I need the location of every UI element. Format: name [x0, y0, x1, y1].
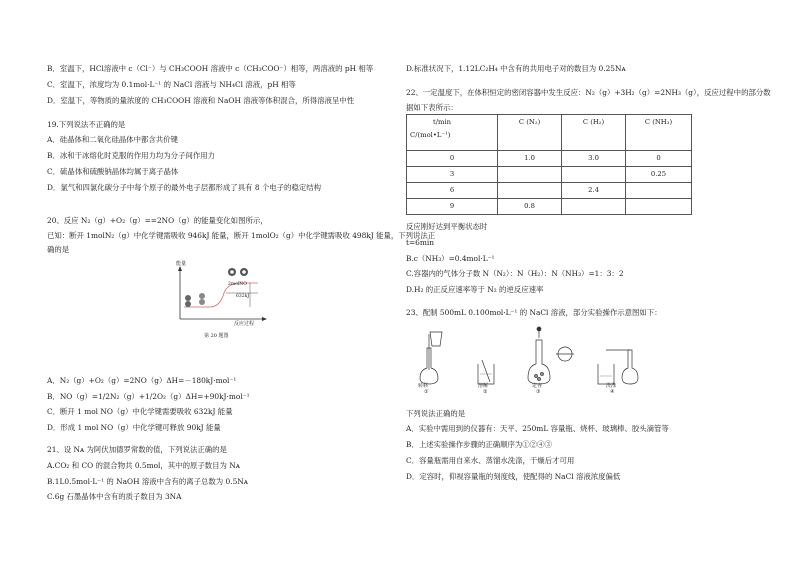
- q23-option-b: B．上述实验操作步骤的正确顺序为①②④③: [406, 440, 552, 449]
- q23-question: 下列说法正确的是: [406, 409, 466, 418]
- table-cell: [498, 183, 562, 199]
- q21-option-a: A.CO₂ 和 CO 的混合物共 0.5mol，其中的原子数目为 Nᴀ: [47, 461, 240, 470]
- q22-option-a: 反应刚好达到平衡状态时: [406, 222, 488, 231]
- fig23-num-3: ③: [536, 389, 541, 395]
- table-cell: 0.25: [625, 167, 691, 183]
- q21-option-d: D.标准状况下，1.12LC₂H₄ 中含有的共用电子对的数目为 0.25Nᴀ: [406, 64, 626, 73]
- q20-stem-3: 确的是: [47, 245, 70, 254]
- table-header-nh3: C (NH₃): [625, 115, 691, 151]
- q22-option-c: C.容器内的气体分子数 N（N₂）：N（H₂）：N（NH₃）=1：3：2: [406, 269, 624, 278]
- table-corner-bottom: C/(mol•L⁻¹): [410, 131, 451, 139]
- table-header-row: [407, 115, 692, 151]
- q23-option-c: C．容量瓶需用自来水、蒸馏水洗涤，干燥后才可用: [406, 456, 575, 465]
- table-cell: 0.8: [498, 199, 562, 215]
- q18-option-d: D．室温下，等物质的量浓度的 CH₃COOH 溶液和 NaOH 溶液等体积混合，所得溶液呈中性: [47, 96, 355, 105]
- q22-option-a-cont: t=6min: [406, 238, 434, 247]
- q19-option-b: B．冰和干冰熔化时克服的作用力均为分子间作用力: [47, 151, 216, 160]
- table-cell: 0: [407, 151, 498, 167]
- table-cell: [562, 167, 626, 183]
- q19-stem: 19.下列说法不正确的是: [47, 120, 126, 129]
- q23-procedure-figure: [410, 326, 650, 396]
- q22-data-table: [406, 114, 692, 215]
- q22-option-b: B.c（NH₃）=0.4mol·L⁻¹: [406, 254, 495, 263]
- q18-option-c: C．室温下，浓度均为 0.1mol·L⁻¹ 的 NaCl 溶液与 NH₄Cl 溶液，pH 相等: [47, 80, 296, 89]
- fig23-label-wash: 洗涤: [606, 383, 617, 389]
- q22-stem-2: 据如下表所示：: [406, 103, 458, 112]
- q18-option-b: B．室温下，HCl溶液中 c（Cl⁻）与 CH₃COOH 溶液中 c（CH₃COO⁻）相等，两溶液的 pH 相等: [47, 64, 374, 73]
- q19-option-a: A．硅晶体和二氧化硅晶体中都含共价键: [47, 135, 178, 144]
- table-row: [407, 199, 692, 215]
- fig20-xlabel: 反应过程: [234, 321, 255, 327]
- table-cell: [625, 183, 691, 199]
- table-header-h2: C (H₂): [562, 115, 626, 151]
- table-corner-cell: [407, 115, 498, 151]
- table-row: [407, 183, 692, 199]
- q20-stem: 20、反应 N₂（g）+O₂（g）==2NO（g）的能量变化如图所示，: [47, 216, 268, 225]
- table-cell: [625, 199, 691, 215]
- q20-option-d: D．形成 1 mol NO（g）中化学键可释放 90kJ 能量: [47, 423, 221, 432]
- fig23-label-fixvolume: 定容: [532, 383, 543, 389]
- table-cell: [562, 199, 626, 215]
- fig23-num-2: ②: [483, 389, 488, 395]
- q19-option-d: D．氯气和四氯化碳分子中每个原子的最外电子层都形成了具有 8 个电子的稳定结构: [47, 183, 322, 192]
- fig20-label-2molno: 2molNO: [228, 282, 247, 287]
- table-cell: 3: [407, 167, 498, 183]
- q22-option-d: D.H₂ 的正反应速率等于 N₂ 的逆反应速率: [406, 285, 544, 294]
- q21-stem: 21、设 Nᴀ 为阿伏加德罗常数的值，下列说法正确的是: [47, 445, 227, 454]
- q22-stem: 22、一定温度下，在体积恒定的密闭容器中发生反应：N₂（g）+3H₂（g）=2NH₃（g），反应过程中的部分数: [406, 88, 771, 97]
- fig20-caption: 第 20 题图: [204, 333, 229, 339]
- table-cell: 2.4: [562, 183, 626, 199]
- table-corner-top: t/min: [433, 118, 452, 126]
- q20-option-a: A．N₂（g）+O₂（g）=2NO（g）ΔH=－180kJ·mol⁻¹: [47, 376, 237, 385]
- q20-stem-2: 已知：断开 1molN₂（g）中化学键需吸收 946kJ 能量，断开 1molO₂（g）中化学键需吸收 498kJ 能量，下列说法正: [47, 231, 436, 240]
- q23-stem: 23、配制 500mL 0.100mol·L⁻¹ 的 NaCl 溶液，部分实验操作示意图如下：: [406, 308, 662, 317]
- fig23-label-transfer: 转移: [418, 383, 429, 389]
- q20-option-c: C．断开 1 mol NO（g）中化学键需要吸收 632kJ 能量: [47, 407, 233, 416]
- fig23-label-dissolve: 溶解: [478, 383, 489, 389]
- table-cell: 0: [625, 151, 691, 167]
- q23-option-a: A．实验中需用到的仪器有：天平、250mL 容量瓶、烧杯、玻璃棒、胶头滴管等: [406, 424, 669, 433]
- fig23-num-4: ④: [610, 389, 615, 395]
- table-cell: 9: [407, 199, 498, 215]
- q23-option-d: D．定容时，仰视容量瓶的刻度线，使配得的 NaCl 溶液浓度偏低: [406, 472, 621, 481]
- table-cell: 3.0: [562, 151, 626, 167]
- q19-option-c: C．硫晶体和硫酸钠晶体均属于离子晶体: [47, 167, 179, 176]
- table-header-n2: C (N₂): [498, 115, 562, 151]
- fig20-ylabel: 能量: [176, 261, 187, 267]
- fig23-num-1: ①: [424, 389, 429, 395]
- table-cell: 6: [407, 183, 498, 199]
- table-row: [407, 151, 692, 167]
- q20-energy-figure: [170, 263, 270, 345]
- fig20-label-632kj: 632kJ: [236, 294, 250, 299]
- q21-option-c: C.6g 石墨晶体中含有的质子数目为 3NA: [47, 492, 182, 501]
- table-cell: 1.0: [498, 151, 562, 167]
- table-row: [407, 167, 692, 183]
- table-cell: [498, 167, 562, 183]
- q21-option-b: B.1L0.5mol·L⁻¹ 的 NaOH 溶液中含有的离子总数为 0.5Nᴀ: [47, 477, 248, 486]
- q20-option-b: B．NO（g）=1/2N₂（g）+1/2O₂（g）ΔH=+90kJ·mol⁻¹: [47, 392, 250, 401]
